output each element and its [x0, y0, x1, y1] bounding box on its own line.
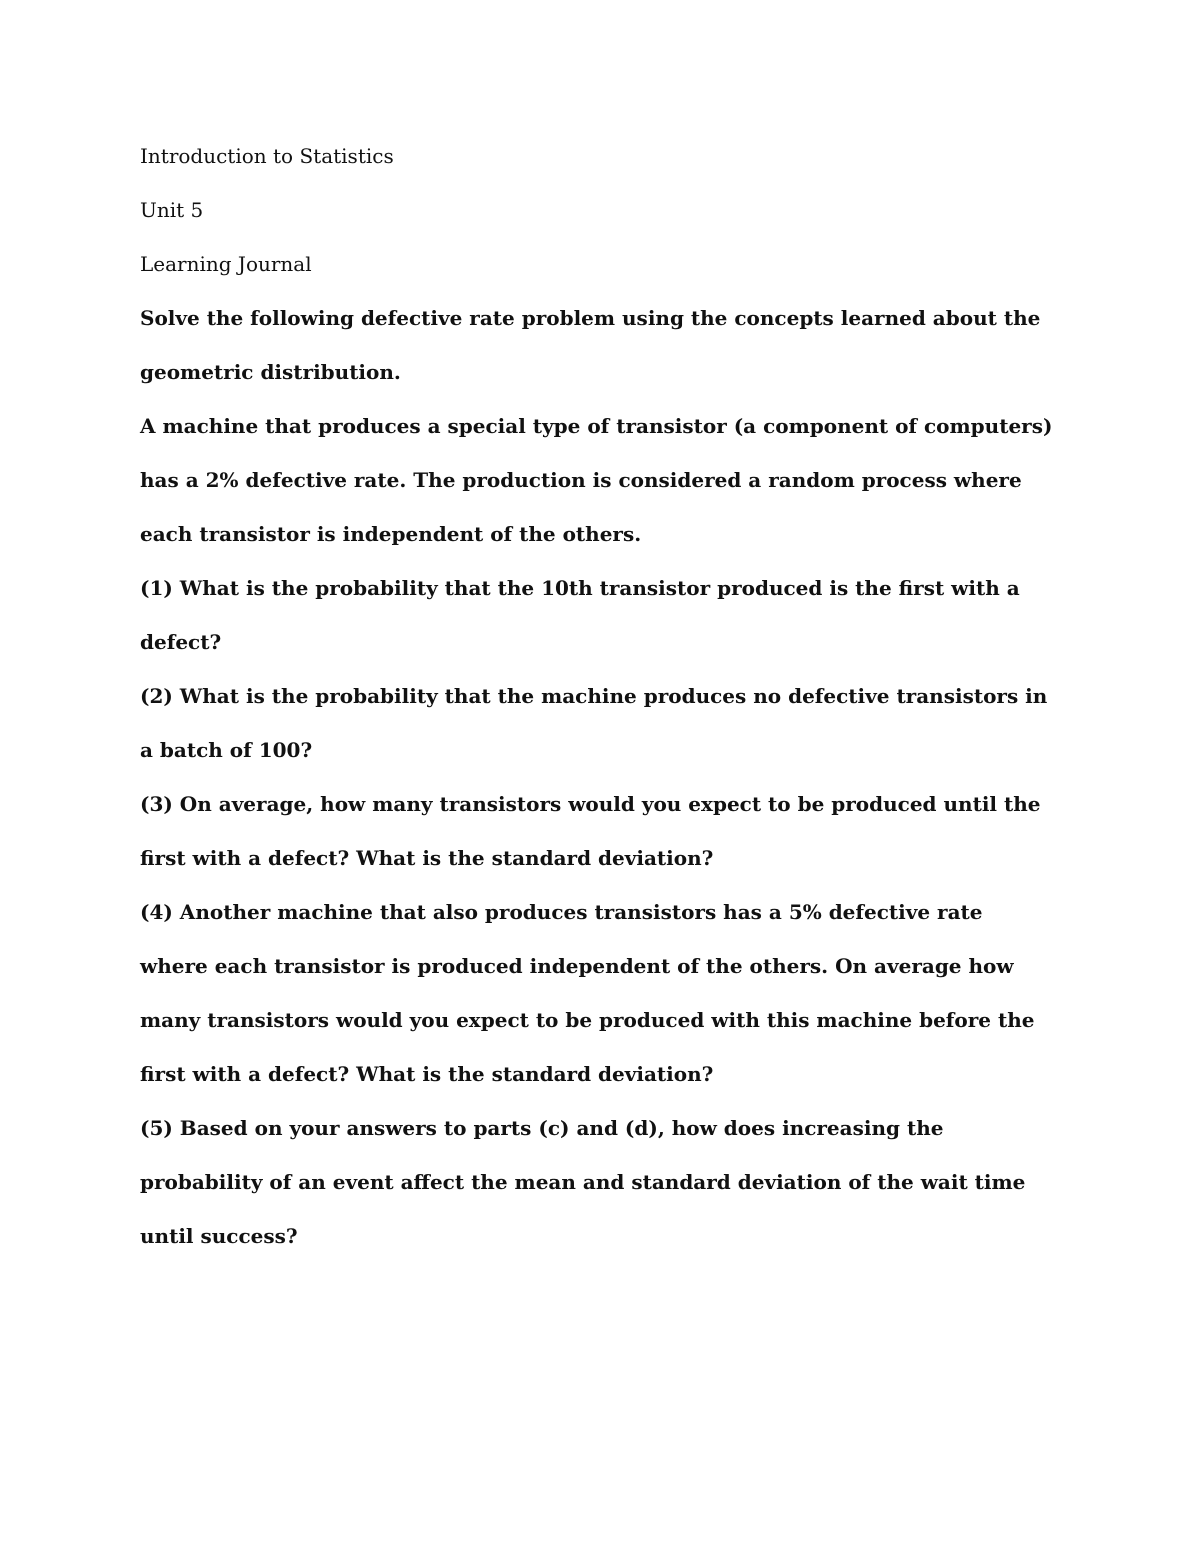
scenario-paragraph: A machine that produces a special type of transistor (a component of computers) has a 2% defective rate. The production is considered a random process where each transistor is independent of the others. — [140, 414, 1053, 546]
question-2: (2) What is the probability that the machine produces no defective transistors in a batch of 100? — [140, 684, 1048, 762]
unit-label: Unit 5 — [140, 198, 204, 222]
question-4: (4) Another machine that also produces transistors has a 5% defective rate where each transistor is produced independent of the others. On average how many transistors would you expect to be produced with this machine before the first with a defect? What is the standard deviation? — [140, 900, 1035, 1086]
course-title: Introduction to Statistics — [140, 144, 394, 168]
assignment-title: Learning Journal — [140, 252, 312, 276]
question-3: (3) On average, how many transistors would you expect to be produced until the first with a defect? What is the standard deviation? — [140, 792, 1041, 870]
instruction-paragraph: Solve the following defective rate problem using the concepts learned about the geometric distribution. — [140, 306, 1041, 384]
question-5: (5) Based on your answers to parts (c) and (d), how does increasing the probability of an event affect the mean and standard deviation of the wait time until success? — [140, 1116, 1026, 1248]
document-body — [140, 129, 1055, 1263]
question-1: (1) What is the probability that the 10th transistor produced is the first with a defect? — [140, 576, 1020, 654]
